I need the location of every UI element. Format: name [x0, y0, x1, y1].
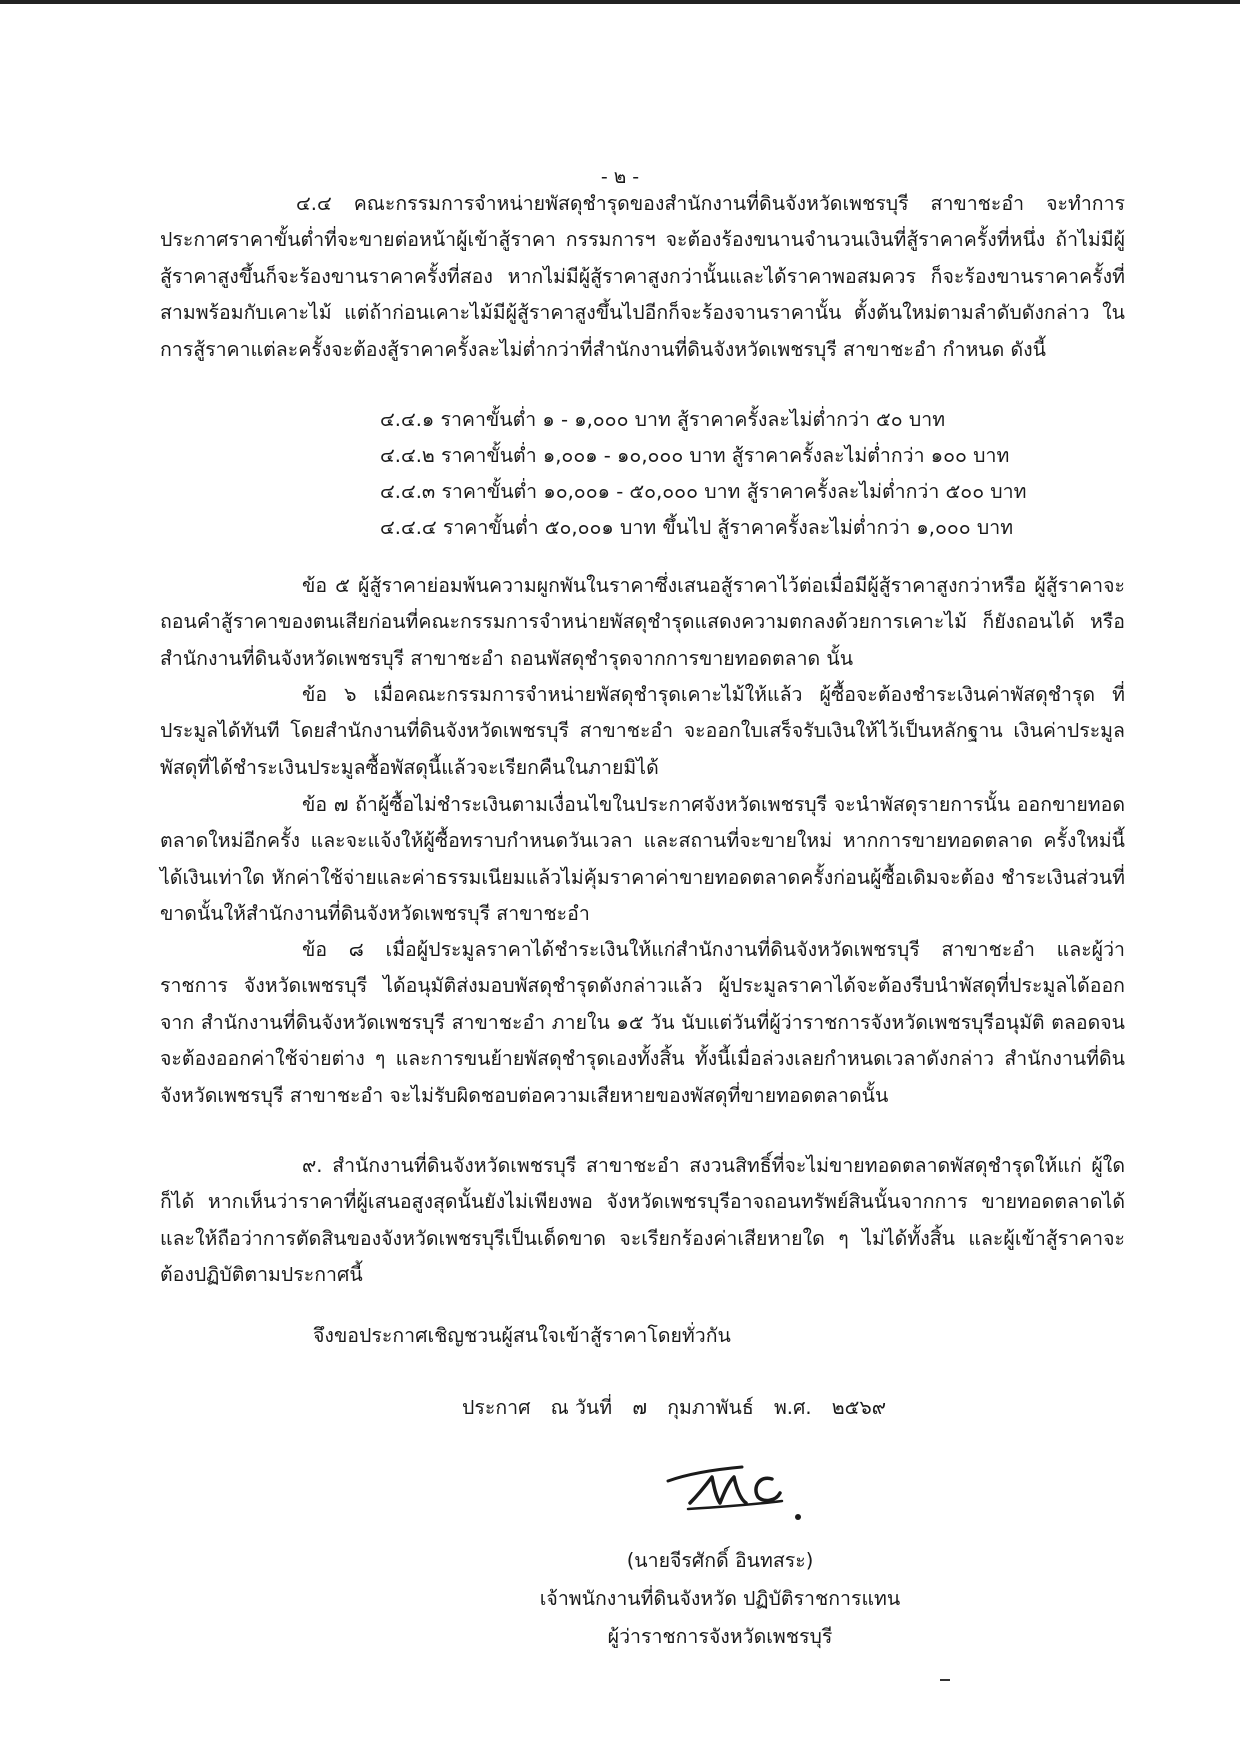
- page-number: - ๒ -: [600, 166, 640, 188]
- bid-tier-4: ๔.๔.๔ ราคาขั้นต่ำ ๕๐,๐๐๑ บาท ขึ้นไป สู้ราคาครั้งละไม่ต่ำกว่า ๑,๐๐๐ บาท: [380, 516, 1014, 539]
- signatory-name: (นายจีรศักดิ์ อินทสระ): [626, 1549, 814, 1572]
- announcement-date: [462, 1392, 900, 1423]
- bid-tier-2: ๔.๔.๒ ราคาขั้นต่ำ ๑,๐๐๑ - ๑๐,๐๐๐ บาท สู้ราคาครั้งละไม่ต่ำกว่า ๑๐๐ บาท: [380, 444, 1010, 467]
- signatory-position: เจ้าพนักงานที่ดินจังหวัด ปฏิบัติราชการแทน: [539, 1587, 901, 1610]
- clause-6: ข้อ ๖ เมื่อคณะกรรมการจำหน่ายพัสดุชำรุดเคาะไม้ให้แล้ว ผู้ซื้อจะต้องชำระเงินค่าพัสดุชำรุด ที่ประมูลได้ทันที โดยสำนักงานที่ดินจังหวัดเพชรบุรี สาขาชะอำ จะออกใบเสร็จรับเงินให้ไว้เป็นหลักฐาน เงินค่าประมูลพัสดุที่ได้ชำระเงินประมูลซื้อพัสดุนี้แล้วจะเรียกคืนในภายมิได้: [160, 683, 1125, 779]
- clause-7: ข้อ ๗ ถ้าผู้ซื้อไม่ชำระเงินตามเงื่อนไขในประกาศจังหวัดเพชรบุรี จะนำพัสดุรายการนั้น ออกขายทอดตลาดใหม่อีกครั้ง และจะแจ้งให้ผู้ซื้อทราบกำหนดวันเวลา และสถานที่จะขายใหม่ หากการขายทอดตลาด ครั้งใหม่นี้ได้เงินเท่าใด หักค่าใช้จ่ายและค่าธรรมเนียมแล้วไม่คุ้มราคาค่าขายทอดตลาดครั้งก่อนผู้ซื้อเดิมจะต้อง ชำระเงินส่วนที่ขาดนั้นให้สำนักงานที่ดินจังหวัดเพชรบุรี สาขาชะอำ: [160, 793, 1125, 926]
- date-era: พ.ศ.: [773, 1396, 812, 1419]
- handwritten-signature: [660, 1443, 810, 1533]
- date-day: ๗: [632, 1396, 647, 1419]
- closing-statement: จึงขอประกาศเชิญชวนผู้สนใจเข้าสู้ราคาโดยทั่วกัน: [313, 1324, 731, 1347]
- date-month: กุมภาพันธ์: [667, 1396, 754, 1419]
- paragraph-4-4: ๔.๔ คณะกรรมการจำหน่ายพัสดุชำรุดของสำนักงานที่ดินจังหวัดเพชรบุรี สาขาชะอำ จะทำการประกาศราคาขั้นต่ำที่จะขายต่อหน้าผู้เข้าสู้ราคา กรรมการฯ จะต้องร้องขนานจำนวนเงินที่สู้ราคาครั้งที่หนึ่ง ถ้าไม่มีผู้สู้ราคาสูงขึ้นก็จะร้องขานราคาครั้งที่สอง หากไม่มีผู้สู้ราคาสูงกว่านั้นและได้ราคาพอสมควร ก็จะร้องขานราคาครั้งที่สามพร้อมกับเคาะไม้ แต่ถ้าก่อนเคาะไม้มีผู้สู้ราคาสูงขึ้นไปอีกก็จะร้องจานราคานั้น ตั้งต้นใหม่ตามลำดับดังกล่าว ในการสู้ราคาแต่ละครั้งจะต้องสู้ราคาครั้งละไม่ต่ำกว่าที่สำนักงานที่ดินจังหวัดเพชรบุรี สาขาชะอำ กำหนด ดังนี้: [160, 192, 1125, 361]
- signatory-office: ผู้ว่าราชการจังหวัดเพชรบุรี: [607, 1625, 833, 1648]
- announcement-label: ประกาศ: [462, 1396, 531, 1419]
- bid-tier-3: ๔.๔.๓ ราคาขั้นต่ำ ๑๐,๐๐๑ - ๕๐,๐๐๐ บาท สู้ราคาครั้งละไม่ต่ำกว่า ๕๐๐ บาท: [380, 480, 1027, 503]
- footer-dash-mark: [940, 1679, 950, 1681]
- date-year: ๒๕๖๙: [831, 1396, 887, 1419]
- bid-tier-1: ๔.๔.๑ ราคาขั้นต่ำ ๑ - ๑,๐๐๐ บาท สู้ราคาครั้งละไม่ต่ำกว่า ๕๐ บาท: [380, 408, 946, 431]
- date-prefix: ณ วันที่: [550, 1396, 613, 1419]
- clause-9: ๙. สำนักงานที่ดินจังหวัดเพชรบุรี สาขาชะอำ สงวนสิทธิ์ที่จะไม่ขายทอดตลาดพัสดุชำรุดให้แก่ ผู้ใดก็ได้ หากเห็นว่าราคาที่ผู้เสนอสูงสุดนั้นยังไม่เพียงพอ จังหวัดเพชรบุรีอาจถอนทรัพย์สินนั้นจากการ ขายทอดตลาดได้ และให้ถือว่าการตัดสินของจังหวัดเพชรบุรีเป็นเด็ดขาด จะเรียกร้องค่าเสียหายใด ๆ ไม่ได้ทั้งสิ้น และผู้เข้าสู้ราคาจะต้องปฏิบัติตามประกาศนี้: [160, 1154, 1125, 1287]
- clause-8: ข้อ ๘ เมื่อผู้ประมูลราคาได้ชำระเงินให้แก่สำนักงานที่ดินจังหวัดเพชรบุรี สาขาชะอำ และผู้ว่าราชการ จังหวัดเพชรบุรี ได้อนุมัติส่งมอบพัสดุชำรุดดังกล่าวแล้ว ผู้ประมูลราคาได้จะต้องรีบนำพัสดุที่ประมูลได้ออกจาก สำนักงานที่ดินจังหวัดเพชรบุรี สาขาชะอำ ภายใน ๑๕ วัน นับแต่วันที่ผู้ว่าราชการจังหวัดเพชรบุรีอนุมัติ ตลอดจนจะต้องออกค่าใช้จ่ายต่าง ๆ และการขนย้ายพัสดุชำรุดเองทั้งสิ้น ทั้งนี้เมื่อล่วงเลยกำหนดเวลาดังกล่าว สำนักงานที่ดินจังหวัดเพชรบุรี สาขาชะอำ จะไม่รับผิดชอบต่อความเสียหายของพัสดุที่ขายทอดตลาดนั้น: [160, 938, 1125, 1107]
- clause-5: ข้อ ๕ ผู้สู้ราคาย่อมพ้นความผูกพันในราคาซึ่งเสนอสู้ราคาไว้ต่อเมื่อมีผู้สู้ราคาสูงกว่าหรือ ผู้สู้ราคาจะถอนคำสู้ราคาของตนเสียก่อนที่คณะกรรมการจำหน่ายพัสดุชำรุดแสดงความตกลงด้วยการเคาะไม้ ก็ยังถอนได้ หรือสำนักงานที่ดินจังหวัดเพชรบุรี สาขาชะอำ ถอนพัสดุชำรุดจากการขายทอดตลาด นั้น: [160, 574, 1125, 670]
